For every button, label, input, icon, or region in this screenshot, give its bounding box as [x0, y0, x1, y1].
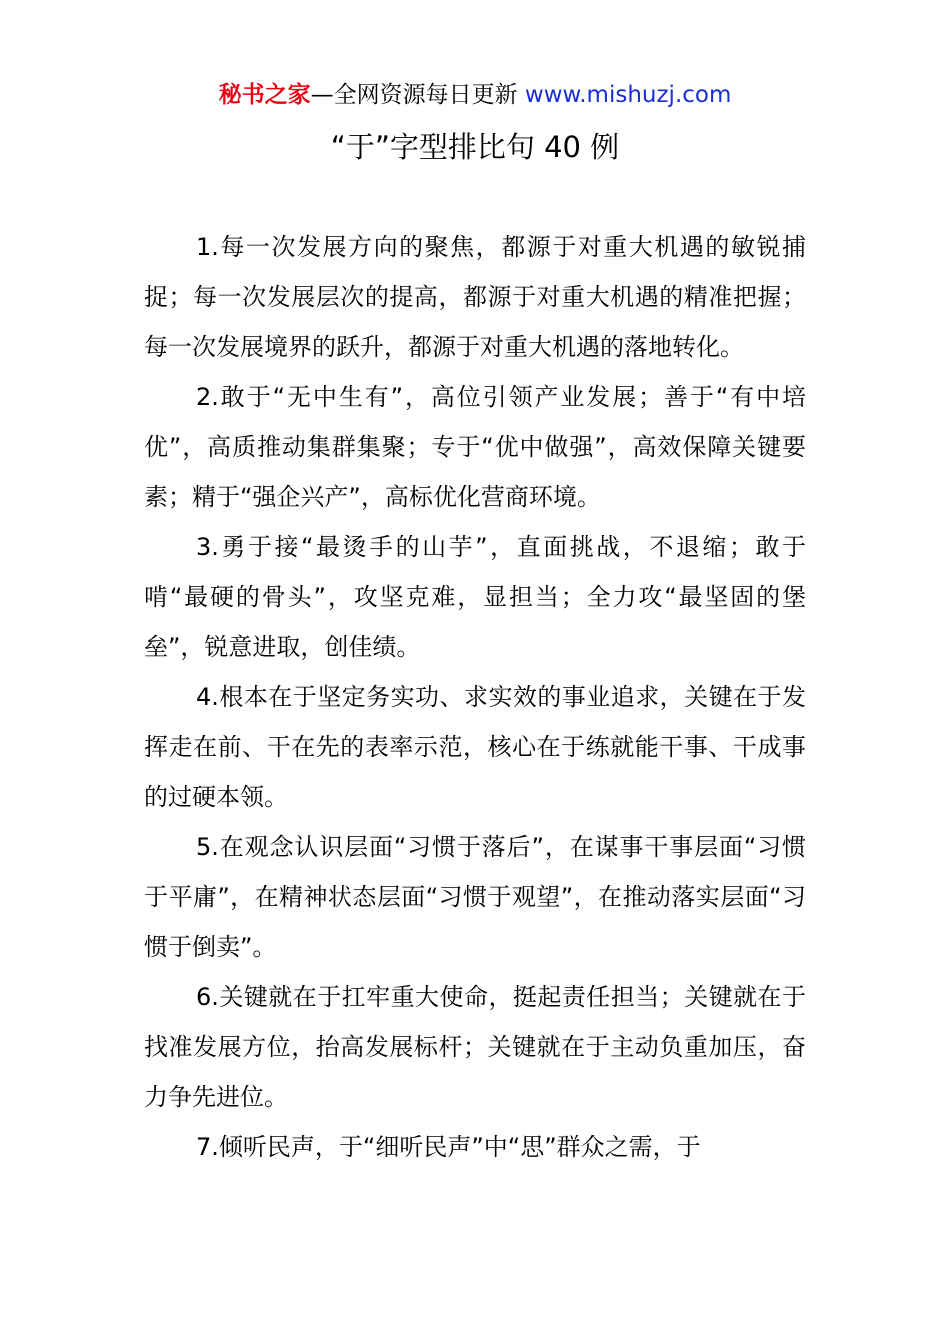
paragraph-1: 1.每一次发展方向的聚焦，都源于对重大机遇的敏锐捕捉；每一次发展层次的提高，都源于对重大机遇的精准把握；每一次发展境界的跃升，都源于对重大机遇的落地转化。: [144, 233, 806, 361]
paragraph-5: 5.在观念认识层面“习惯于落后”，在谋事干事层面“习惯于平庸”，在精神状态层面“习惯于观望”，在推动落实层面“习惯于倒卖”。: [144, 833, 806, 961]
site-header: [0, 78, 950, 112]
paragraph-7: 7.倾听民声，于“细听民声”中“思”群众之需，于: [196, 1133, 701, 1161]
document-title: “于”字型排比句 40 例: [330, 130, 620, 164]
paragraph-4: 4.根本在于坚定务实功、求实效的事业追求，关键在于发挥走在前、干在先的表率示范，核心在于练就能干事、干成事的过硬本领。: [144, 683, 806, 811]
document-body: [144, 222, 806, 1172]
paragraph-6: 6.关键就在于扛牢重大使命，挺起责任担当；关键就在于找准发展方位，抬高发展标杆；关键就在于主动负重加压，奋力争先进位。: [144, 983, 806, 1111]
paragraph-2: 2.敢于“无中生有”，高位引领产业发展；善于“有中培优”，高质推动集群集聚；专于“优中做强”，高效保障关键要素；精于“强企兴产”，高标优化营商环境。: [144, 383, 806, 511]
site-tagline: —全网资源每日更新: [310, 82, 525, 108]
site-url-link[interactable]: www.mishuzj.com: [524, 82, 732, 108]
site-brand: 秘书之家: [218, 82, 311, 108]
paragraph-3: 3.勇于接“最烫手的山芋”，直面挑战，不退缩；敢于啃“最硬的骨头”，攻坚克难，显担当；全力攻“最坚固的堡垒”，锐意进取，创佳绩。: [144, 533, 806, 661]
